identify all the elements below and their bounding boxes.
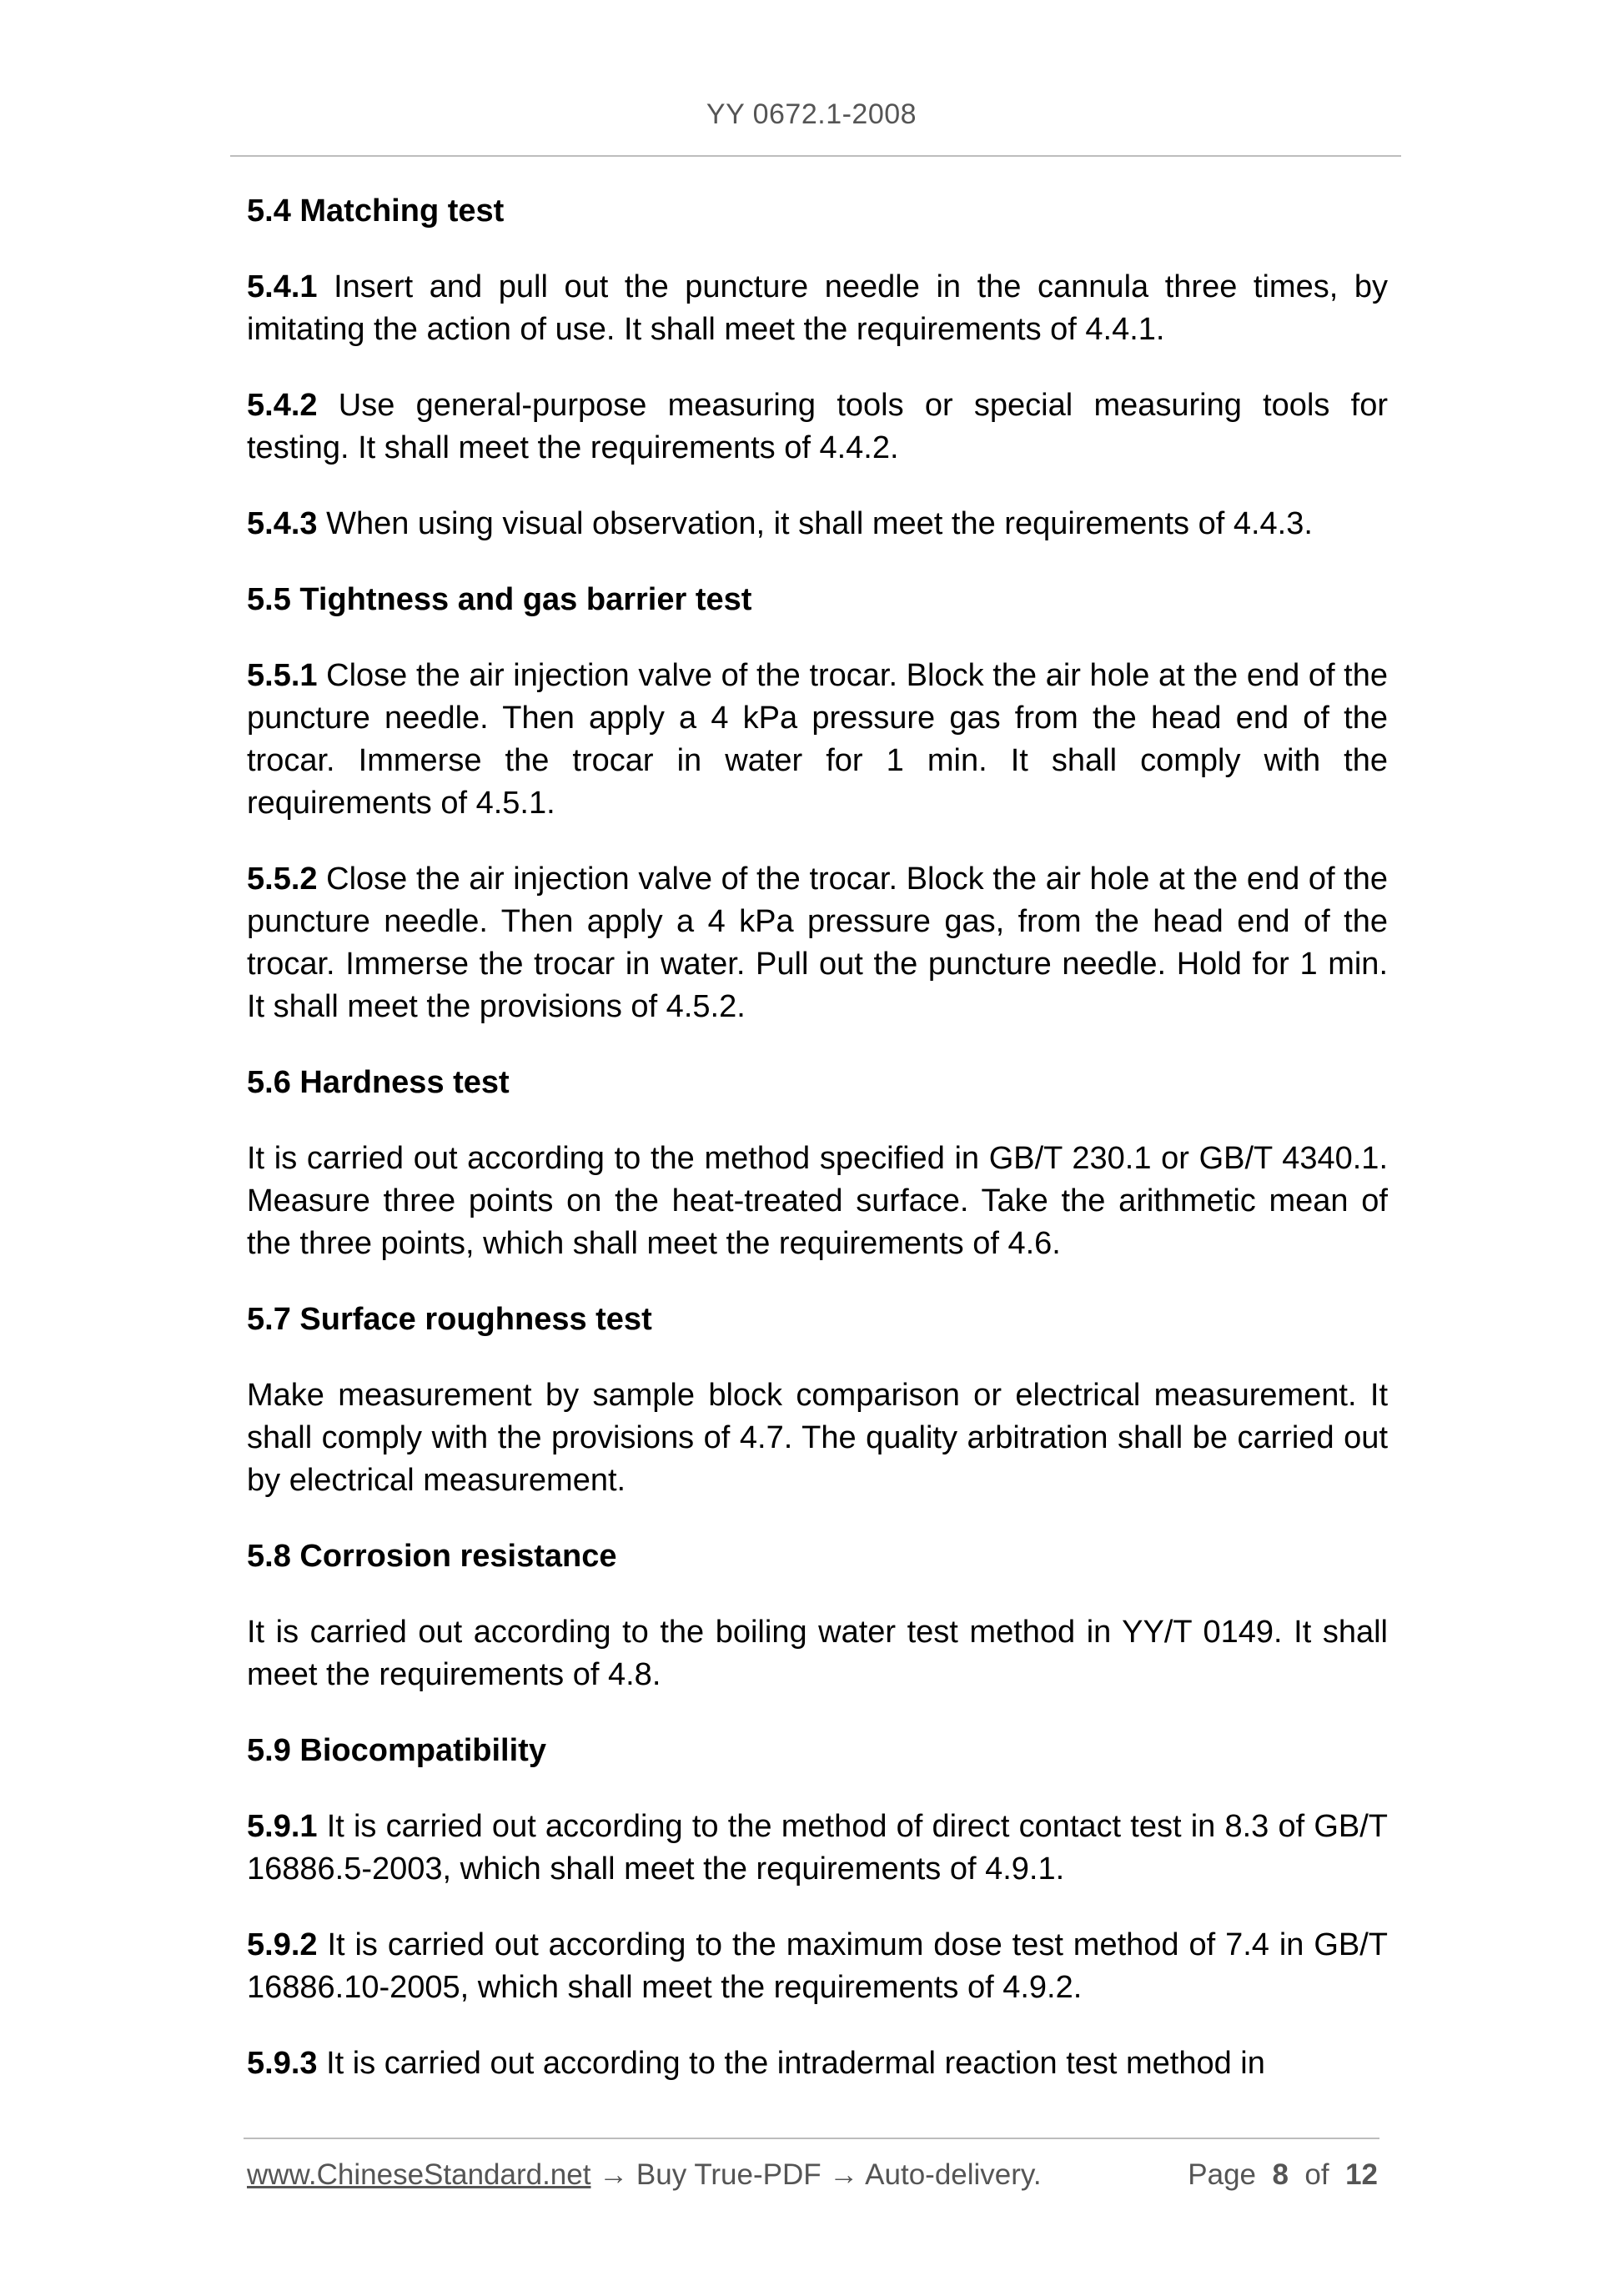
clause-number: 5.5.2 bbox=[247, 862, 318, 897]
document-code-header: YY 0672.1-2008 bbox=[706, 98, 917, 130]
clause-text: Insert and pull out the puncture needle in the cannula three times, by imitating the action of use. It shall meet the requirements of 4.4.1. bbox=[247, 269, 1388, 347]
current-page: 8 bbox=[1272, 2158, 1289, 2191]
clause-number: 5.4.3 bbox=[247, 506, 318, 541]
clause-text: Close the air injection valve of the trocar. Block the air hole at the end of the puncture needle. Then apply a 4 kPa pressure gas from the head end of the trocar. Immerse the trocar in water for 1 min. It shall comply with the requirements of 4.5.1. bbox=[247, 658, 1388, 821]
clause-number: 5.4.1 bbox=[247, 269, 318, 304]
clause-text: Close the air injection valve of the trocar. Block the air hole at the end of the puncture needle. Then apply a 4 kPa pressure gas, from the head end of the trocar. Immerse the trocar in water. Pull out the puncture needle. Hold for 1 min. It shall meet the provisions of 4.5.2. bbox=[247, 862, 1388, 1024]
section-heading: 5.6 Hardness test bbox=[247, 1065, 510, 1100]
clause-text: Use general-purpose measuring tools or special measuring tools for testing. It shall meet the requirements of 4.4.2. bbox=[247, 388, 1388, 465]
clause-number: 5.9.2 bbox=[247, 1927, 318, 1962]
page-number bbox=[1188, 2158, 1378, 2192]
page-footer bbox=[247, 2158, 1378, 2192]
clause-text: It is carried out according to the intradermal reaction test method in bbox=[317, 2046, 1265, 2081]
clause-paragraph bbox=[247, 2042, 1388, 2085]
section-heading: 5.8 Corrosion resistance bbox=[247, 1539, 617, 1574]
clause-paragraph bbox=[247, 1138, 1388, 1265]
header-divider bbox=[230, 155, 1401, 157]
clause-paragraph bbox=[247, 1374, 1388, 1502]
clause-paragraph bbox=[247, 1611, 1388, 1696]
total-pages: 12 bbox=[1345, 2158, 1378, 2191]
clause-number: 5.4.2 bbox=[247, 388, 318, 423]
section-heading: 5.5 Tightness and gas barrier test bbox=[247, 582, 752, 617]
clause-text: It is carried out according to the boiling water test method in YY/T 0149. It shall meet the requirements of 4.8. bbox=[247, 1615, 1388, 1692]
section-heading: 5.7 Surface roughness test bbox=[247, 1302, 652, 1337]
clause-text: It is carried out according to the method of direct contact test in 8.3 of GB/T 16886.5-2003, which shall meet the requirements of 4.9.1. bbox=[247, 1809, 1388, 1887]
page-label: Page bbox=[1188, 2158, 1257, 2191]
clause-number: 5.9.1 bbox=[247, 1809, 318, 1844]
section-heading: 5.4 Matching test bbox=[247, 193, 505, 229]
clause-text: It is carried out according to the maximum dose test method of 7.4 in GB/T 16886.10-2005, which shall meet the requirements of 4.9.2. bbox=[247, 1927, 1388, 2005]
clause-number: 5.5.1 bbox=[247, 658, 318, 693]
chinesestandard-link[interactable]: www.ChineseStandard.net bbox=[247, 2158, 591, 2191]
clause-paragraph bbox=[247, 858, 1388, 1028]
footer-left bbox=[247, 2158, 1042, 2192]
clause-paragraph bbox=[247, 655, 1388, 825]
of-label: of bbox=[1304, 2158, 1329, 2191]
clause-text: When using visual observation, it shall meet the requirements of 4.4.3. bbox=[317, 506, 1313, 541]
document-body bbox=[247, 190, 1388, 2118]
clause-paragraph bbox=[247, 1806, 1388, 1891]
clause-paragraph bbox=[247, 266, 1388, 351]
clause-paragraph bbox=[247, 384, 1388, 470]
clause-paragraph bbox=[247, 1924, 1388, 2009]
section-heading: 5.9 Biocompatibility bbox=[247, 1733, 546, 1768]
clause-text: It is carried out according to the method specified in GB/T 230.1 or GB/T 4340.1. Measure three points on the heat-treated surface. Take the arithmetic mean of the three points, which shall meet the requirements of 4.6. bbox=[247, 1141, 1388, 1261]
clause-text: Make measurement by sample block comparison or electrical measurement. It shall comply with the provisions of 4.7. The quality arbitration shall be carried out by electrical measurement. bbox=[247, 1378, 1388, 1498]
footer-divider bbox=[244, 2138, 1379, 2139]
footer-promo-text: → Buy True-PDF → Auto-delivery. bbox=[590, 2158, 1042, 2191]
clause-number: 5.9.3 bbox=[247, 2046, 318, 2081]
clause-paragraph bbox=[247, 503, 1388, 545]
